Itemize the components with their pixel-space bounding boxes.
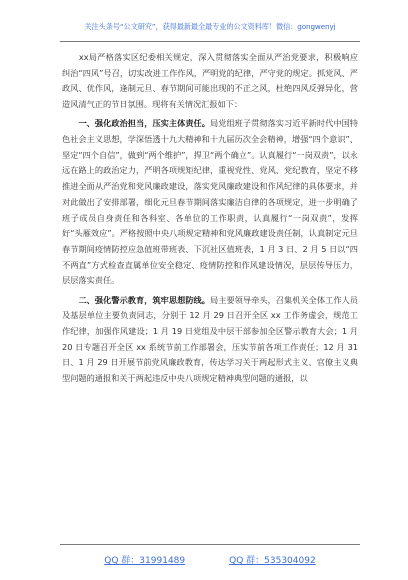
page-footer — [60, 544, 360, 574]
header-notice: 关注头条号“公文研究”，获得最新最全最专业的公文资料库！微信：gongwenyj — [84, 21, 336, 31]
paragraph-text: 局党组班子贯彻落实习近平新时代中国特色社会主义思想，学深悟透十九大精神和十九届历次全会精神，增强“四个意识”、坚定“四个自信”，做到“两个维护”，捍卫“两个确立”。认真履行“一岗双责”，以永远在路上的政治定力，严明各项规矩纪律，重视党性、党风、党纪教育，坚定不移推进全面从严治党和党风廉政建设，落实党风廉政建设和作风纪律的具体要求，并对此做出了安排部署，细化元旦春节期间落实廉洁自律的各项规定，进一步明确了班子成员自身责任和各科室、各单位的工作职责，认真履行“一岗双责”，发挥好“头雁效应”。严格按照中央八项规定精神和党风廉政建设责任制，认真制定元旦春节期间疫情防控应急值班带班表、下沉社区值班表，1 月 3 日、2 月 5 日以“四不两直”方式检查直属单位安全稳定、疫情防控和作风建设情况，层层传导压力，层层落实责任。 — [62, 118, 358, 286]
qq-group-link[interactable]: QQ 群：31991489 — [104, 556, 186, 566]
paragraph-text: xx局严格落实区纪委相关规定，深入贯彻落实全面从严治党要求，积极响应纠治“四风”号召，切实改进工作作风，严明党的纪律，严守党的规定。抓党风、严政风、优作风，逢制元旦、春节期间可能出现的不正之风，杜绝四风反弹异化，营造风清气正的节日氛围。现将有关情况汇报如下： — [62, 52, 358, 110]
qq-group-link[interactable]: QQ 群：535304092 — [229, 556, 316, 566]
section-heading: 二、强化警示教育，筑牢思想防线。 — [78, 294, 211, 305]
paragraph-section-2 — [62, 293, 358, 387]
paragraph-text: 局主要领导牵头，召集机关全体工作人员及基层单位主要负责同志，分别于 12 月 29 日召开全区 xx 工作务虚会，规范工作纪律，加强作风建设；1 月 19 日党组及中层干部参加全区警示教育大会；1 月 20 日专题召开全区 xx 系统节前工作部署会，压实节前各项工作责任；12 月 31 日、1 月 29 日开展节前党风廉政教育，传达学习关于两起形式主义、官僚主义典型问题的通报和关于两起违反中央八项规定精神典型问题的通报，以 — [62, 294, 358, 384]
paragraph-section-1 — [62, 116, 358, 289]
paragraph-intro — [62, 50, 358, 113]
page-header — [60, 12, 360, 42]
document-body — [62, 50, 358, 390]
section-heading: 一、强化政治担当，压实主体责任。 — [78, 118, 211, 129]
